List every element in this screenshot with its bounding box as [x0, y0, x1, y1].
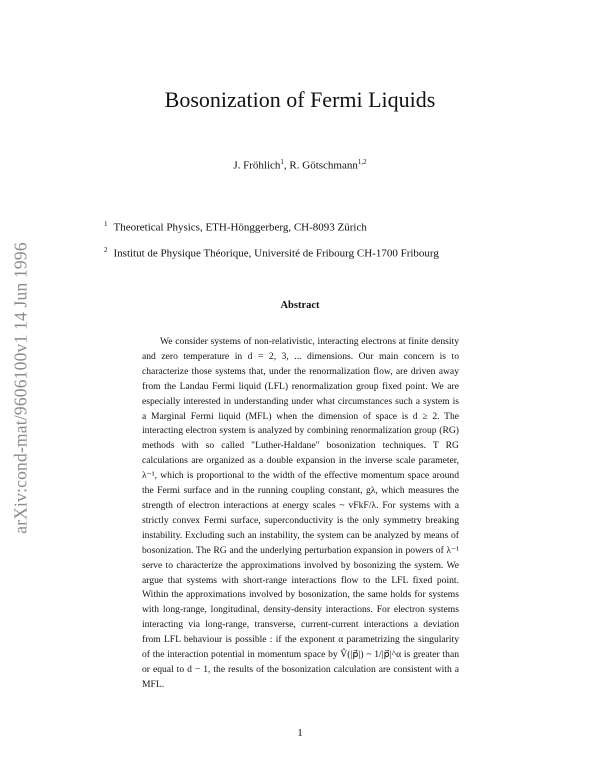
author-name: R. Götschmann: [289, 159, 358, 172]
author-affiliation-mark: 1,2: [357, 158, 367, 166]
affiliation: [104, 246, 439, 260]
author-name: J. Fröhlich: [233, 159, 281, 172]
abstract-heading: Abstract: [280, 300, 320, 311]
affiliation-text: Institut de Physique Théorique, Université de Fribourg CH-1700 Fribourg: [113, 247, 439, 260]
arxiv-identifier-text: arXiv:cond-mat/9606100v1 14 Jun 1996: [10, 242, 31, 534]
author-separator: ,: [283, 159, 290, 172]
author-line: [0, 158, 600, 172]
author-affiliation-mark: 1: [280, 158, 284, 166]
affiliation: [104, 220, 367, 234]
paper-title: Bosonization of Fermi Liquids: [164, 87, 436, 112]
affiliation-mark: 2: [104, 246, 108, 254]
page-number: 1: [297, 727, 303, 739]
affiliation-mark: 1: [104, 220, 108, 228]
abstract-body: We consider systems of non-relativistic, interacting electrons at finite density and zero temperature in d = 2, 3, ... dimensions. Our main concern is to characterize those systems that, under the renormalization flow, are driven away from the Landau Fermi liquid (LFL) renormalization group fixed point. We are especially interested in understanding under what circumstances such a system is a Marginal Fermi liquid (MFL) when the dimension of space is d ≥ 2. The interacting electron system is analyzed by combining renormalization group (RG) methods with so called "Luther-Haldane" bosonization techniques. T RG calculations are organized as a double expansion in the inverse scale parameter, λ⁻¹, which is proportional to the width of the effective momentum space around the Fermi surface and in the running coupling constant, gλ, which measures the strength of electron interactions at energy scales ~ vFkF/λ. For systems with a strictly convex Fermi surface, superconductivity is the only symmetry breaking instability. Excluding such an instability, the system can be analyzed by means of bosonization. The RG and the underlying perturbation expansion in powers of λ⁻¹ serve to characterize the approximations involved by bosonizing the system. We argue that systems with short-range interactions flow to the LFL fixed point. Within the approximations involved by bosonization, the same holds for systems with long-range, longitudinal, density-density interactions. For electron systems interacting via long-range, transverse, current-current interactions a deviation from LFL behaviour is possible : if the exponent α parametrizing the singularity of the interaction potential in momentum space by V̂(|p⃗|) ~ 1/|p⃗|^α is greater than or equal to d − 1, the results of the bosonization calculation are consistent with a MFL.: [142, 336, 459, 690]
arxiv-identifier-stamp: [0, 0, 40, 776]
affiliation-text: Theoretical Physics, ETH-Hönggerberg, CH-8093 Zürich: [113, 221, 367, 234]
